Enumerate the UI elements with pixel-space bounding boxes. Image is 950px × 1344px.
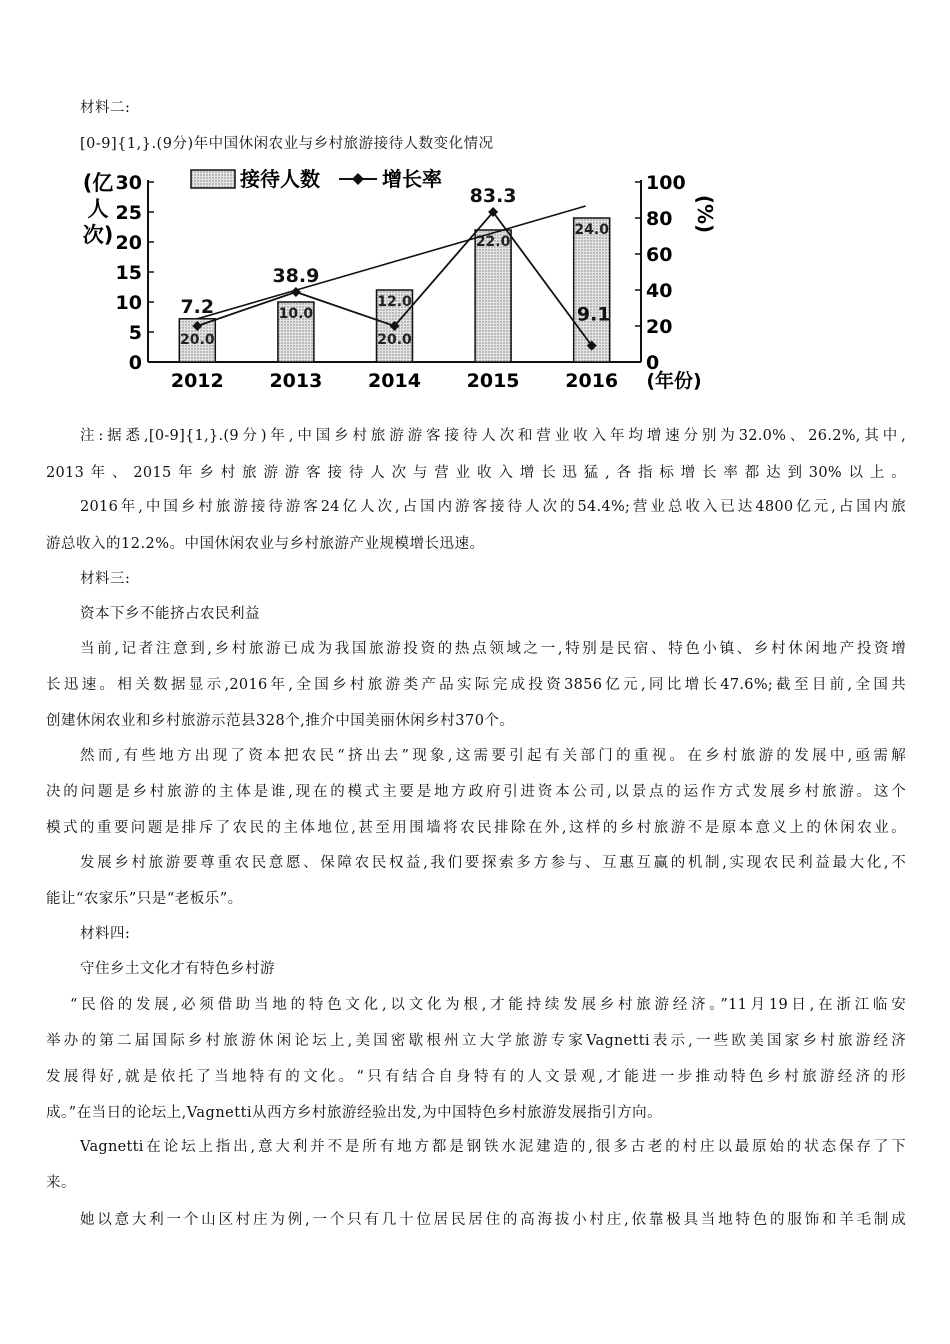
m4-p1-line: 发展得好,就是依托了当地特有的文化。“只有结合自身特有的人文景观,才能进一步推动特色乡村旅游经济的形 (46, 1069, 906, 1085)
m3-p2-line: 然而,有些地方出现了资本把农民“挤出去”现象,这需要引起有关部门的重视。在乡村旅游的发展中,亟需解 (80, 748, 906, 764)
legend-line-label: 增长率 (382, 167, 442, 191)
m4-p3-line: 她以意大利一个山区村庄为例,一个只有几十位居民居住的高海拔小村庄,依靠极具当地特色的服饰和羊毛制成 (80, 1212, 906, 1228)
m3-p2-line: 决的问题是乡村旅游的主体是谁,现在的模式主要是地方政府引进资本公司,以景点的运作方式发展乡村旅游。这个 (46, 784, 906, 800)
m3-p1-line: 当前,记者注意到,乡村旅游已成为我国旅游投资的热点领域之一,特别是民宿、特色小镇、乡村休闲地产投资增 (80, 641, 906, 657)
bar-value-label: 22.0 (475, 234, 511, 250)
y-left-label-part-2: 人 (87, 197, 109, 221)
m4-p1-line: 成。”在当日的论坛上,Vagnetti从西方乡村旅游经验出发,为中国特色乡村旅游发展指引方向。 (46, 1105, 663, 1121)
bar-2016 (574, 218, 610, 362)
y-right-tick-label: 100 (646, 172, 686, 194)
m4-p2-line: Vagnetti在论坛上指出,意大利并不是所有地方都是钢铁水泥建造的,很多古老的村庄以最原始的状态保存了下 (80, 1139, 906, 1155)
legend-bar-label: 接待人数 (240, 167, 320, 191)
y-left-tick-label: 15 (115, 262, 142, 284)
y-right-tick-label: 80 (646, 208, 673, 230)
material-2-label: 材料二: (80, 100, 131, 116)
x-tick-label: 2016 (565, 370, 619, 392)
m4-p2-line: 来。 (46, 1175, 76, 1191)
note-line: 2013年、2015年乡村旅游游客接待人次与营业收入增长迅猛,各指标增长率都达到30%以上。 (46, 465, 906, 481)
growth-rate-label: 9.1 (576, 303, 611, 326)
y-left-label-part-3: 次) (82, 223, 114, 247)
x-tick-label: 2013 (269, 370, 323, 392)
m3-p3-line: 发展乡村旅游要尊重农民意愿、保障农民权益,我们要探索多方参与、互惠互赢的机制,实现农民利益最大化,不 (80, 855, 906, 871)
y-left-tick-label: 0 (128, 352, 142, 374)
y-right-tick-label: 40 (646, 280, 673, 302)
m4-p1-line: 举办的第二届国际乡村旅游休闲论坛上,美国密歇根州立大学旅游专家Vagnetti表示,一些欧美国家乡村旅游经济 (46, 1033, 906, 1049)
m4-p1-line: “民俗的发展,必须借助当地的特色文化,以文化为根,才能持续发展乡村旅游经济。”11月19日,在浙江临安 (70, 997, 906, 1013)
growth-rate-label: 20.0 (377, 332, 412, 348)
growth-rate-label: 83.3 (469, 185, 517, 208)
tourism-chart (82, 162, 726, 397)
y-left-tick-label: 25 (115, 202, 142, 224)
y-right-label: (%) (693, 194, 717, 234)
y-left-label-part-1: (亿 (82, 171, 114, 195)
y-left-tick-label: 30 (115, 172, 142, 194)
y-left-tick-label: 10 (115, 292, 142, 314)
growth-rate-label: 38.9 (272, 264, 320, 287)
x-tick-label: 2012 (170, 370, 224, 392)
y-left-tick-label: 20 (115, 232, 142, 254)
legend-diamond-icon (352, 173, 364, 185)
m3-p2-line: 模式的重要问题是排斥了农民的主体地位,甚至用围墙将农民排除在外,这样的乡村旅游不是原本意义上的休闲农业。 (46, 820, 906, 836)
legend-bar-swatch (191, 170, 235, 188)
m3-p1-line: 长迅速。相关数据显示,2016年,全国乡村旅游类产品实际完成投资3856亿元,同比增长47.6%;截至目前,全国共 (46, 677, 906, 693)
y-right-tick-label: 20 (646, 316, 673, 338)
y-right-tick-label: 0 (646, 352, 660, 374)
m3-p3-line: 能让“农家乐”只是“老板乐”。 (46, 891, 243, 907)
material-4-label: 材料四: (80, 926, 131, 942)
material-4-title: 守住乡土文化才有特色乡村游 (80, 961, 275, 977)
growth-rate-label: 20.0 (180, 332, 215, 348)
x-tick-label: 2014 (368, 370, 421, 392)
y-right-tick-label: 60 (646, 244, 673, 266)
para-2016-line: 2016年,中国乡村旅游接待游客24亿人次,占国内游客接待人次的54.4%;营业总收入已达4800亿元,占国内旅 (80, 499, 906, 515)
para-2016-line: 游总收入的12.2%。中国休闲农业与乡村旅游产业规模增长迅速。 (46, 536, 485, 552)
note-line: 注:据悉,[0-9]{1,}.(9分)年,中国乡村旅游游客接待人次和营业收入年均增速分别为32.0%、26.2%,其中, (80, 428, 906, 444)
x-unit-label: (年份) (646, 370, 702, 392)
material-3-title: 资本下乡不能挤占农民利益 (80, 606, 260, 622)
m3-p1-line: 创建休闲农业和乡村旅游示范县328个,推介中国美丽休闲乡村370个。 (46, 713, 515, 729)
x-tick-label: 2015 (466, 370, 520, 392)
bar-value-label: 7.2 (180, 295, 215, 318)
bar-value-label: 24.0 (574, 222, 609, 238)
material-3-label: 材料三: (80, 571, 131, 587)
legend (191, 167, 442, 191)
y-left-tick-label: 5 (128, 322, 142, 344)
chart-caption: [0-9]{1,}.(9分)年中国休闲农业与乡村旅游接待人数变化情况 (80, 136, 494, 152)
bar-value-label: 10.0 (278, 306, 314, 322)
bar-value-label: 12.0 (377, 294, 412, 310)
